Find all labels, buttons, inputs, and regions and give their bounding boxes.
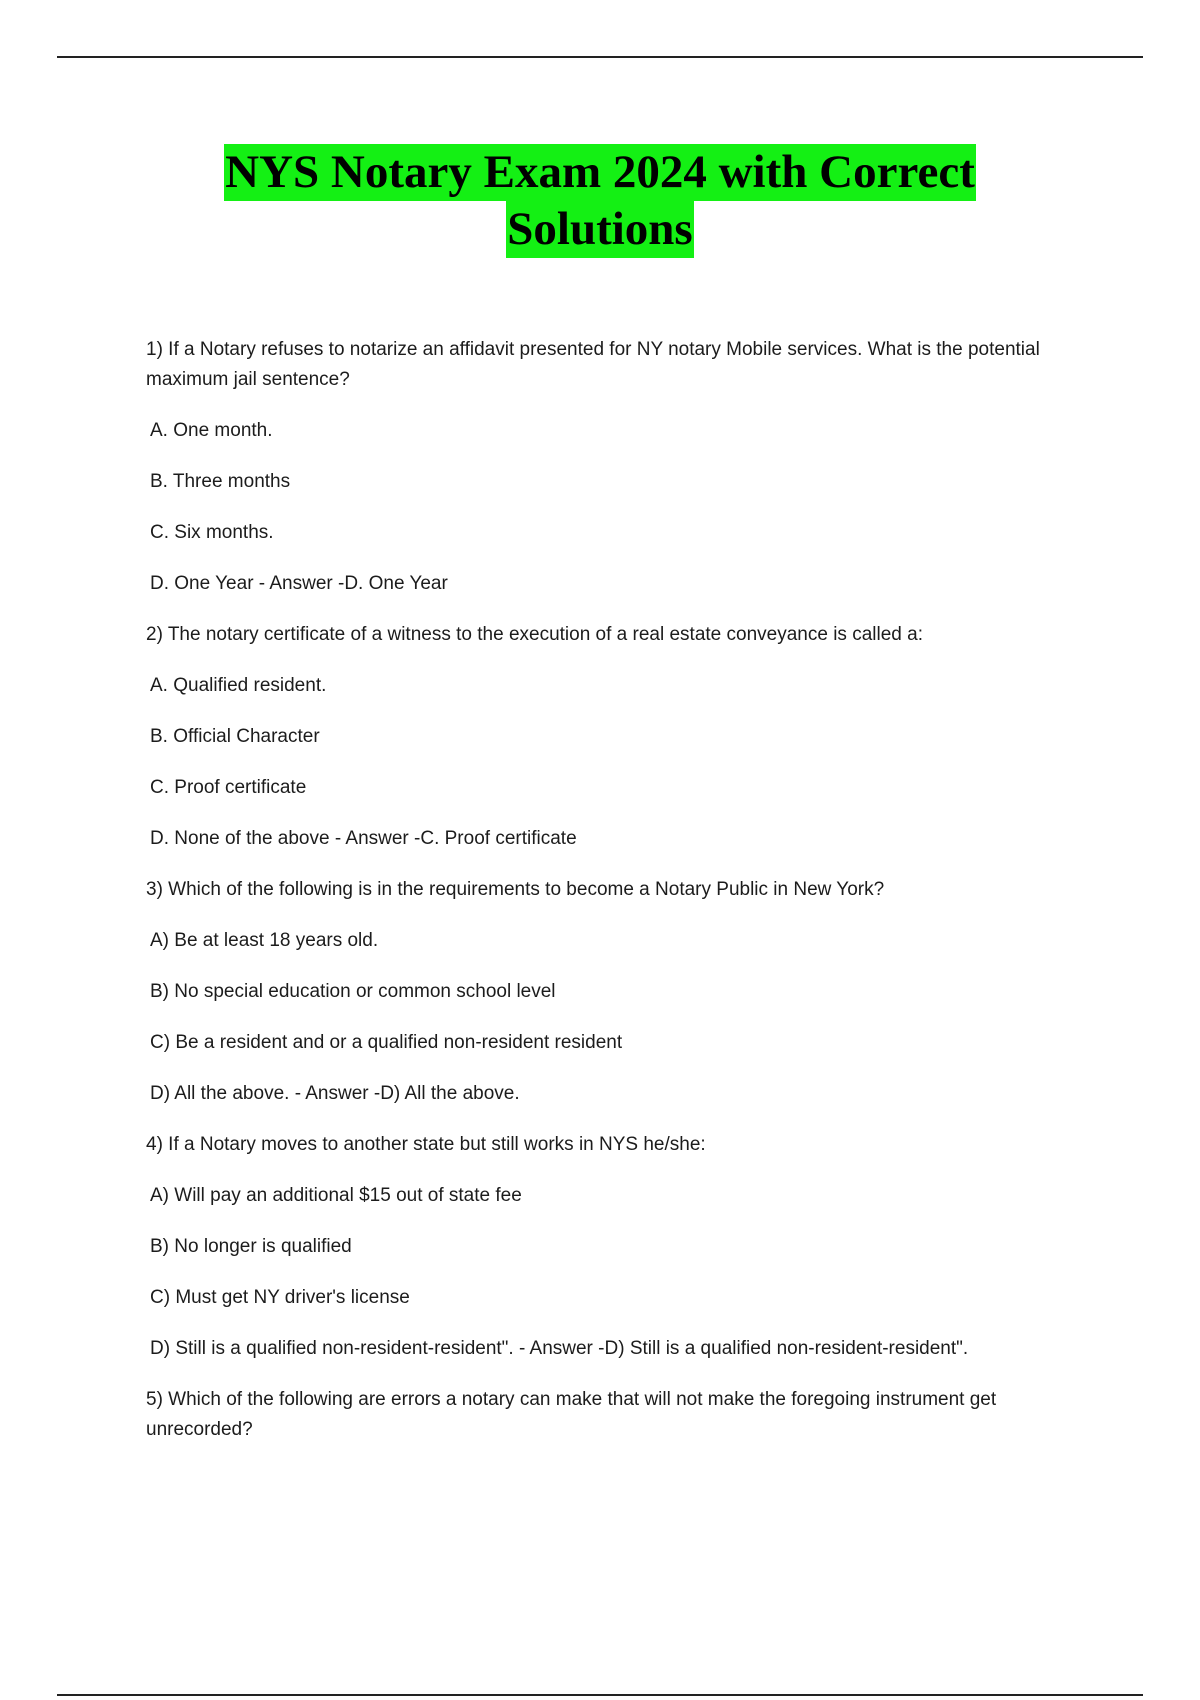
answer-option: A) Will pay an additional $15 out of state fee: [150, 1185, 522, 1206]
bottom-rule: [57, 1694, 1143, 1696]
answer-option: B. Official Character: [150, 726, 320, 747]
answer-option: B. Three months: [150, 471, 291, 492]
answer-option: D) Still is a qualified non-resident-resident". - Answer -D) Still is a qualified non-resident-resident".: [150, 1338, 969, 1359]
title-line-1: NYS Notary Exam 2024 with Correct: [224, 144, 976, 201]
answer-option: C) Be a resident and or a qualified non-resident resident: [150, 1032, 623, 1053]
answer-option: A) Be at least 18 years old.: [150, 930, 379, 951]
question-text: 3) Which of the following is in the requirements to become a Notary Public in New York?: [146, 879, 885, 900]
answer-option: D) All the above. - Answer -D) All the above.: [150, 1083, 520, 1104]
answer-option: B) No special education or common school level: [150, 981, 556, 1002]
question-text: 4) If a Notary moves to another state but still works in NYS he/she:: [146, 1134, 706, 1155]
answer-option: C. Six months.: [150, 522, 274, 543]
top-rule: [57, 56, 1143, 58]
question-text: 1) If a Notary refuses to notarize an affidavit presented for NY notary Mobile services. What is the potential maximum jail sentence?: [146, 339, 1040, 390]
answer-option: A. Qualified resident.: [150, 675, 327, 696]
answer-option: C) Must get NY driver's license: [150, 1287, 410, 1308]
document-title: [0, 144, 1200, 258]
title-line-2: Solutions: [506, 201, 693, 258]
question-list: [146, 335, 1086, 1466]
question-text: 2) The notary certificate of a witness to the execution of a real estate conveyance is called a:: [146, 624, 923, 645]
answer-option: C. Proof certificate: [150, 777, 307, 798]
answer-option: B) No longer is qualified: [150, 1236, 352, 1257]
question-text: 5) Which of the following are errors a notary can make that will not make the foregoing instrument get unrecorded?: [146, 1389, 997, 1440]
answer-option: A. One month.: [150, 420, 273, 441]
answer-option: D. One Year - Answer -D. One Year: [150, 573, 448, 594]
answer-option: D. None of the above - Answer -C. Proof certificate: [150, 828, 577, 849]
